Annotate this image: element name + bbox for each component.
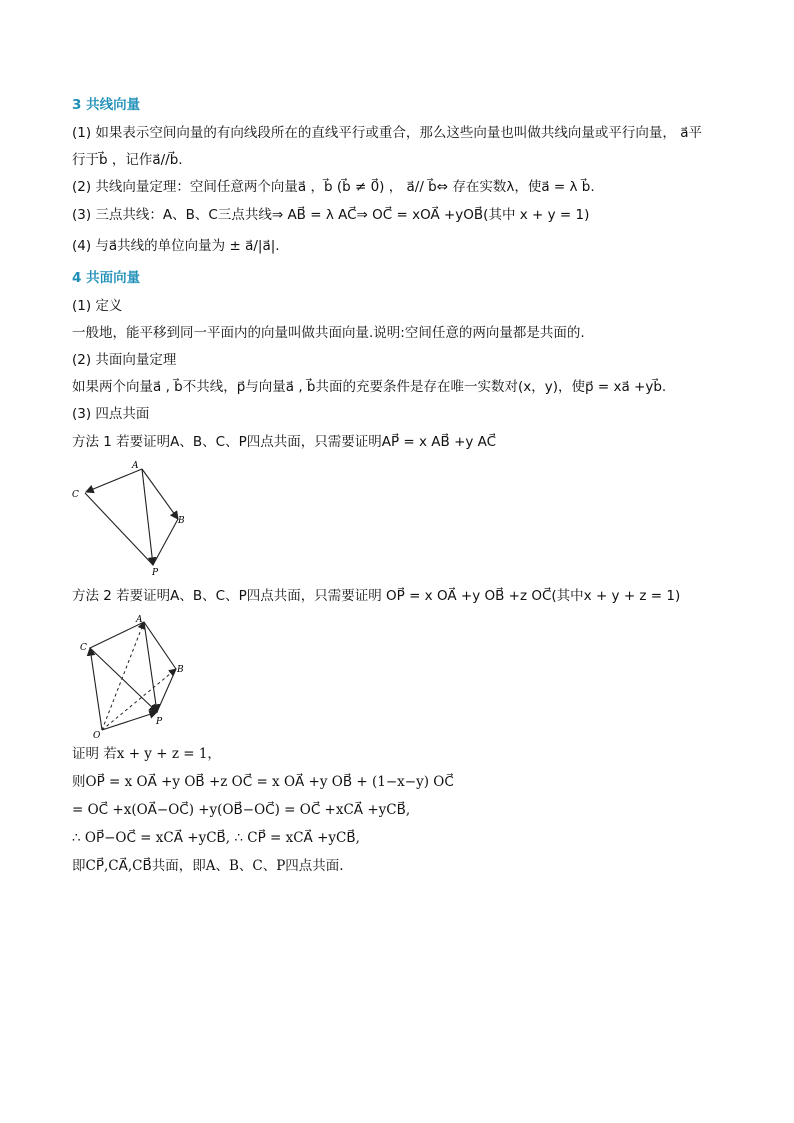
sec4-four-heading: (3) 四点共面 bbox=[72, 406, 150, 422]
label-P: P bbox=[152, 568, 159, 578]
segment-CP bbox=[85, 493, 153, 565]
vector-OP bbox=[102, 712, 157, 730]
vector-OC bbox=[90, 648, 102, 730]
sec4-thm-heading: (2) 共面向量定理 bbox=[72, 352, 177, 368]
vector-CP bbox=[90, 648, 157, 712]
proof-line-5: 即CP⃗,CA⃗,CB⃗共面，即A、B、C、P四点共面. bbox=[72, 858, 344, 874]
label-A: A bbox=[136, 615, 143, 625]
segment-BP bbox=[157, 669, 176, 712]
vector-OB bbox=[102, 669, 176, 730]
method-1: 方法 1 若要证明A、B、C、P四点共面，只需要证明AP⃗ = x AB⃗ +y AC⃗ bbox=[72, 434, 497, 450]
label-A: A bbox=[132, 461, 139, 471]
vector-AP bbox=[142, 469, 153, 565]
label-B: B bbox=[177, 665, 184, 675]
label-C: C bbox=[80, 643, 87, 653]
sec4-def-text: 一般地，能平移到同一平面内的向量叫做共面向量.说明:空间任意的两向量都是共面的. bbox=[72, 325, 585, 341]
proof-line-2: 则OP⃗ = x OA⃗ +y OB⃗ +z OC⃗ = x OA⃗ +y OB⃗ + (1−x−y) OC⃗ bbox=[72, 774, 454, 790]
sec4-thm-text: 如果两个向量a⃗ , b⃗不共线，p⃗与向量a⃗ , b⃗共面的充要条件是存在唯一实数对(x，y)，使p⃗ = xa⃗ +yb⃗. bbox=[72, 379, 667, 395]
vector-OA bbox=[102, 622, 144, 730]
vector-AP bbox=[144, 622, 157, 712]
proof-line-3: = OC⃗ +x(OA⃗−OC⃗) +y(OB⃗−OC⃗) = OC⃗ +xCA⃗ +yCB⃗, bbox=[72, 802, 411, 818]
proof-line-1: 证明 若x + y + z = 1， bbox=[72, 746, 221, 762]
sec3-line-1a: (1) 如果表示空间向量的有向线段所在的直线平行或重合，那么这些向量也叫做共线向量或平行向量， a⃗平 bbox=[72, 125, 702, 141]
label-C: C bbox=[72, 490, 79, 500]
proof-line-4: ∴ OP⃗−OC⃗ = xCA⃗ +yCB⃗, ∴ CP⃗ = xCA⃗ +yCB⃗, bbox=[72, 830, 360, 846]
sec4-def-heading: (1) 定义 bbox=[72, 298, 123, 314]
label-O: O bbox=[93, 731, 101, 740]
sec3-line-3: (3) 三点共线：A、B、C三点共线⇒ AB⃗ = λ AC⃗⇒ OC⃗ = xOA⃗ +yOB⃗(其中 x + y = 1) bbox=[72, 207, 590, 223]
section-4-heading: 4 共面向量 bbox=[72, 270, 141, 286]
vector-AC bbox=[86, 469, 142, 492]
sec3-line-4: (4) 与a⃗共线的单位向量为 ± a⃗/|a⃗|. bbox=[72, 238, 280, 254]
sec3-line-1b: 行于b⃗ ，记作a⃗//b⃗. bbox=[72, 152, 183, 168]
label-P: P bbox=[156, 717, 163, 727]
method-2: 方法 2 若要证明A、B、C、P四点共面，只需要证明 OP⃗ = x OA⃗ +y OB⃗ +z OC⃗(其中x + y + z = 1) bbox=[72, 588, 681, 604]
section-3-heading: 3 共线向量 bbox=[72, 97, 141, 113]
figure-1 bbox=[66, 455, 196, 580]
figure-2 bbox=[76, 612, 196, 740]
segment-AB bbox=[144, 622, 176, 669]
segment-BP bbox=[153, 519, 178, 565]
label-B: B bbox=[178, 516, 185, 526]
sec3-line-2: (2) 共线向量定理：空间任意两个向量a⃗ ，b⃗ (b⃗ ≠ 0⃗) ， a⃗// b⃗⇔ 存在实数λ，使a⃗ = λ b⃗. bbox=[72, 179, 595, 195]
